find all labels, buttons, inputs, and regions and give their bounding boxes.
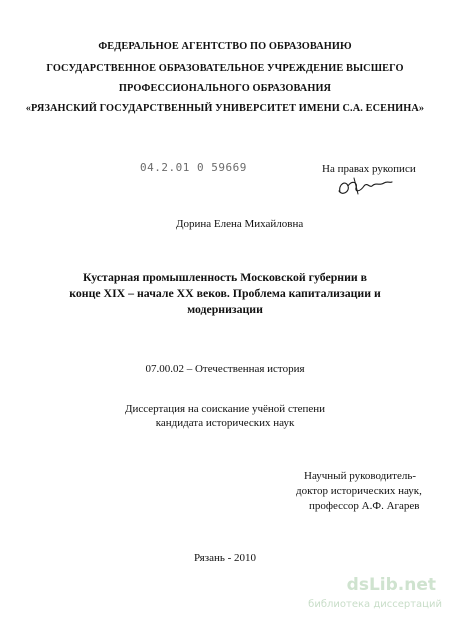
- watermark-subtitle: библиотека диссертаций: [308, 599, 442, 610]
- degree-line-2: кандидата исторических наук: [155, 417, 295, 429]
- author-name: Дорина Елена Михайловна: [176, 218, 304, 230]
- dissertation-title-line-1: Кустарная промышленность Московской губернии в: [82, 270, 367, 284]
- supervisor-degree: доктор исторических наук,: [296, 485, 422, 497]
- dissertation-title-line-2: конце XIX – начале XX веков. Проблема капитализации и: [69, 286, 381, 300]
- institution-type-line-2: ПРОФЕССИОНАЛЬНОГО ОБРАЗОВАНИЯ: [118, 83, 332, 94]
- archive-stamp-number: 04.2.01 0 59669: [140, 161, 247, 174]
- degree-line-1: Диссертация на соискание учёной степени: [124, 403, 326, 415]
- supervisor-name: профессор А.Ф. Агарев: [309, 500, 420, 512]
- city-and-year: Рязань - 2010: [193, 552, 257, 564]
- supervisor-role: Научный руководитель-: [304, 470, 416, 482]
- dslib-watermark: [308, 575, 450, 619]
- agency-name: ФЕДЕРАЛЬНОЕ АГЕНТСТВО ПО ОБРАЗОВАНИЮ: [98, 41, 352, 52]
- manuscript-rights-note: На правах рукописи: [322, 163, 416, 175]
- institution-type-line-1: ГОСУДАРСТВЕННОЕ ОБРАЗОВАТЕЛЬНОЕ УЧРЕЖДЕНИЕ ВЫСШЕГО: [46, 63, 404, 74]
- dissertation-title-line-3: модернизации: [187, 302, 263, 316]
- specialty-code: 07.00.02 – Отечественная история: [145, 363, 305, 375]
- watermark-logo: dsLib.net: [346, 575, 436, 595]
- university-name: «РЯЗАНСКИЙ ГОСУДАРСТВЕННЫЙ УНИВЕРСИТЕТ ИМЕНИ С.А. ЕСЕНИНА»: [25, 103, 425, 114]
- handwritten-signature: [334, 174, 396, 200]
